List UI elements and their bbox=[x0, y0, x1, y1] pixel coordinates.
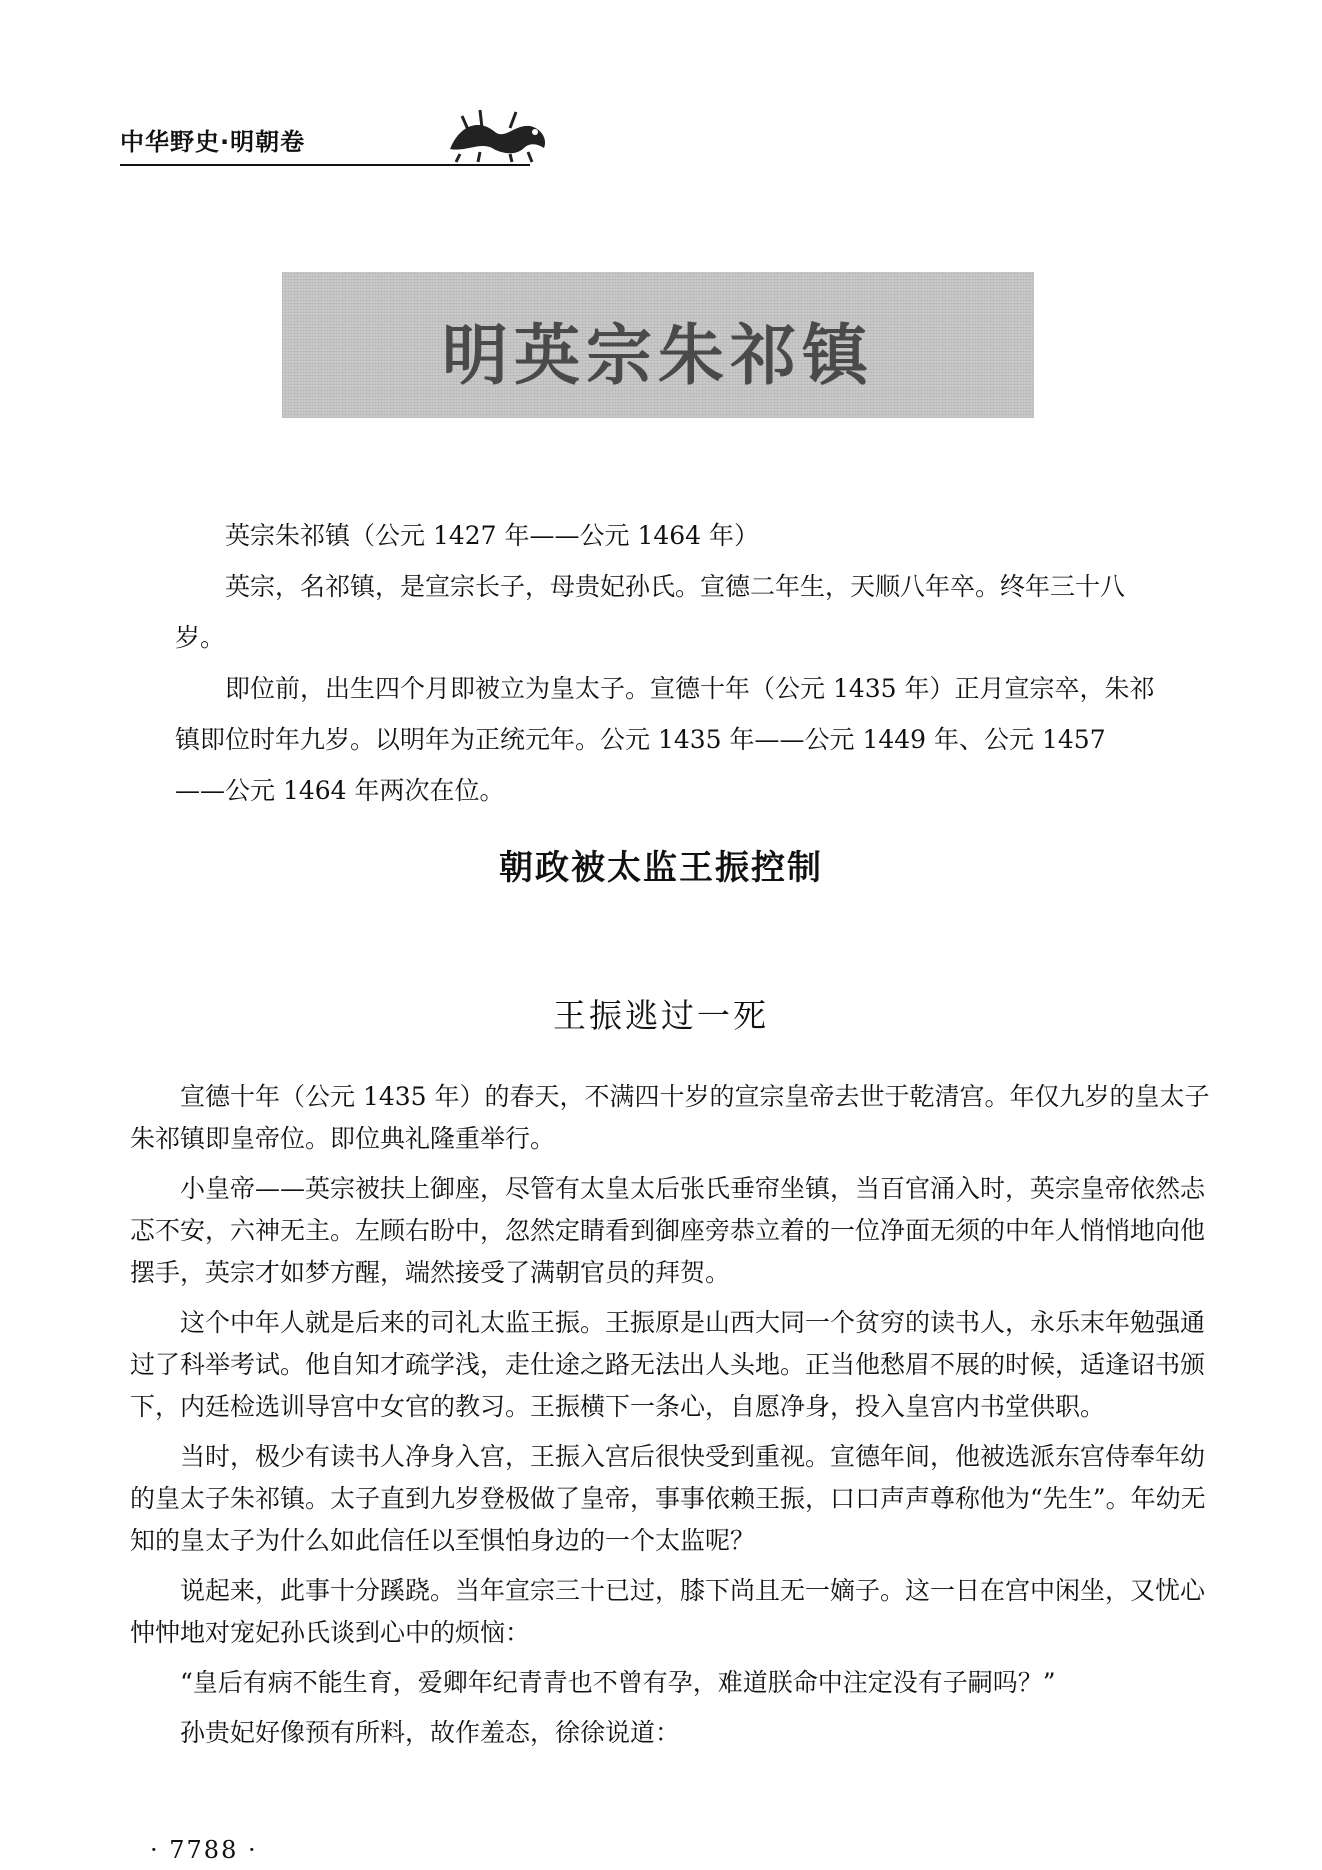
intro-paragraph: 英宗朱祁镇（公元 1427 年——公元 1464 年） bbox=[225, 521, 760, 550]
body-paragraph: “皇后有病不能生育，爱卿年纪青青也不曾有孕，难道朕命中注定没有子嗣吗？” bbox=[180, 1668, 1056, 1697]
intro-paragraph: 即位前，出生四个月即被立为皇太子。宣德十年（公元 1435 年）正月宣宗卒，朱祁镇即位时年九岁。以明年为正统元年。公元 1435 年——公元 1449 年、公元 1457——公元 1464 年两次在位。 bbox=[175, 674, 1155, 805]
body-paragraph: 孙贵妃好像预有所料，故作羞态，徐徐说道： bbox=[180, 1718, 681, 1747]
body-paragraph: 说起来，此事十分蹊跷。当年宣宗三十已过，膝下尚且无一嫡子。这一日在宫中闲坐，又忧心忡忡地对宠妃孙氏谈到心中的烦恼： bbox=[130, 1576, 1206, 1647]
dragon-emblem-icon bbox=[440, 104, 560, 164]
body-paragraph: 宣德十年（公元 1435 年）的春天，不满四十岁的宣宗皇帝去世于乾清宫。年仅九岁的皇太子朱祁镇即皇帝位。即位典礼隆重举行。 bbox=[130, 1082, 1210, 1153]
page-number: · 7788 · bbox=[150, 1836, 258, 1864]
chapter-title-banner bbox=[282, 272, 1034, 418]
header-divider bbox=[120, 164, 530, 166]
running-header-title: 中华野史·明朝卷 bbox=[120, 128, 306, 156]
body-paragraph: 当时，极少有读书人净身入宫，王振入宫后很快受到重视。宣德年间，他被选派东宫侍奉年幼的皇太子朱祁镇。太子直到九岁登极做了皇帝，事事依赖王振，口口声声尊称他为“先生”。年幼无知的皇太子为什么如此信任以至惧怕身边的一个太监呢？ bbox=[130, 1442, 1206, 1555]
body-paragraph: 小皇帝——英宗被扶上御座，尽管有太皇太后张氏垂帘坐镇，当百官涌入时，英宗皇帝依然忐忑不安，六神无主。左顾右盼中，忽然定睛看到御座旁恭立着的一位净面无须的中年人悄悄地向他摆手，英宗才如梦方醒，端然接受了满朝官员的拜贺。 bbox=[130, 1174, 1206, 1287]
sub-heading: 王振逃过一死 bbox=[553, 996, 769, 1035]
running-header bbox=[120, 112, 530, 168]
intro-section bbox=[175, 510, 1155, 816]
intro-paragraph: 英宗，名祁镇，是宣宗长子，母贵妃孙氏。宣德二年生，天顺八年卒。终年三十八岁。 bbox=[175, 572, 1126, 652]
chapter-title: 明英宗朱祁镇 bbox=[442, 316, 874, 394]
body-text bbox=[130, 1076, 1210, 1762]
section-heading: 朝政被太监王振控制 bbox=[499, 848, 823, 888]
body-paragraph: 这个中年人就是后来的司礼太监王振。王振原是山西大同一个贫穷的读书人，永乐末年勉强通过了科举考试。他自知才疏学浅，走仕途之路无法出人头地。正当他愁眉不展的时候，适逢诏书颁下，内廷检选训导宫中女官的教习。王振横下一条心，自愿净身，投入皇宫内书堂供职。 bbox=[130, 1308, 1206, 1421]
